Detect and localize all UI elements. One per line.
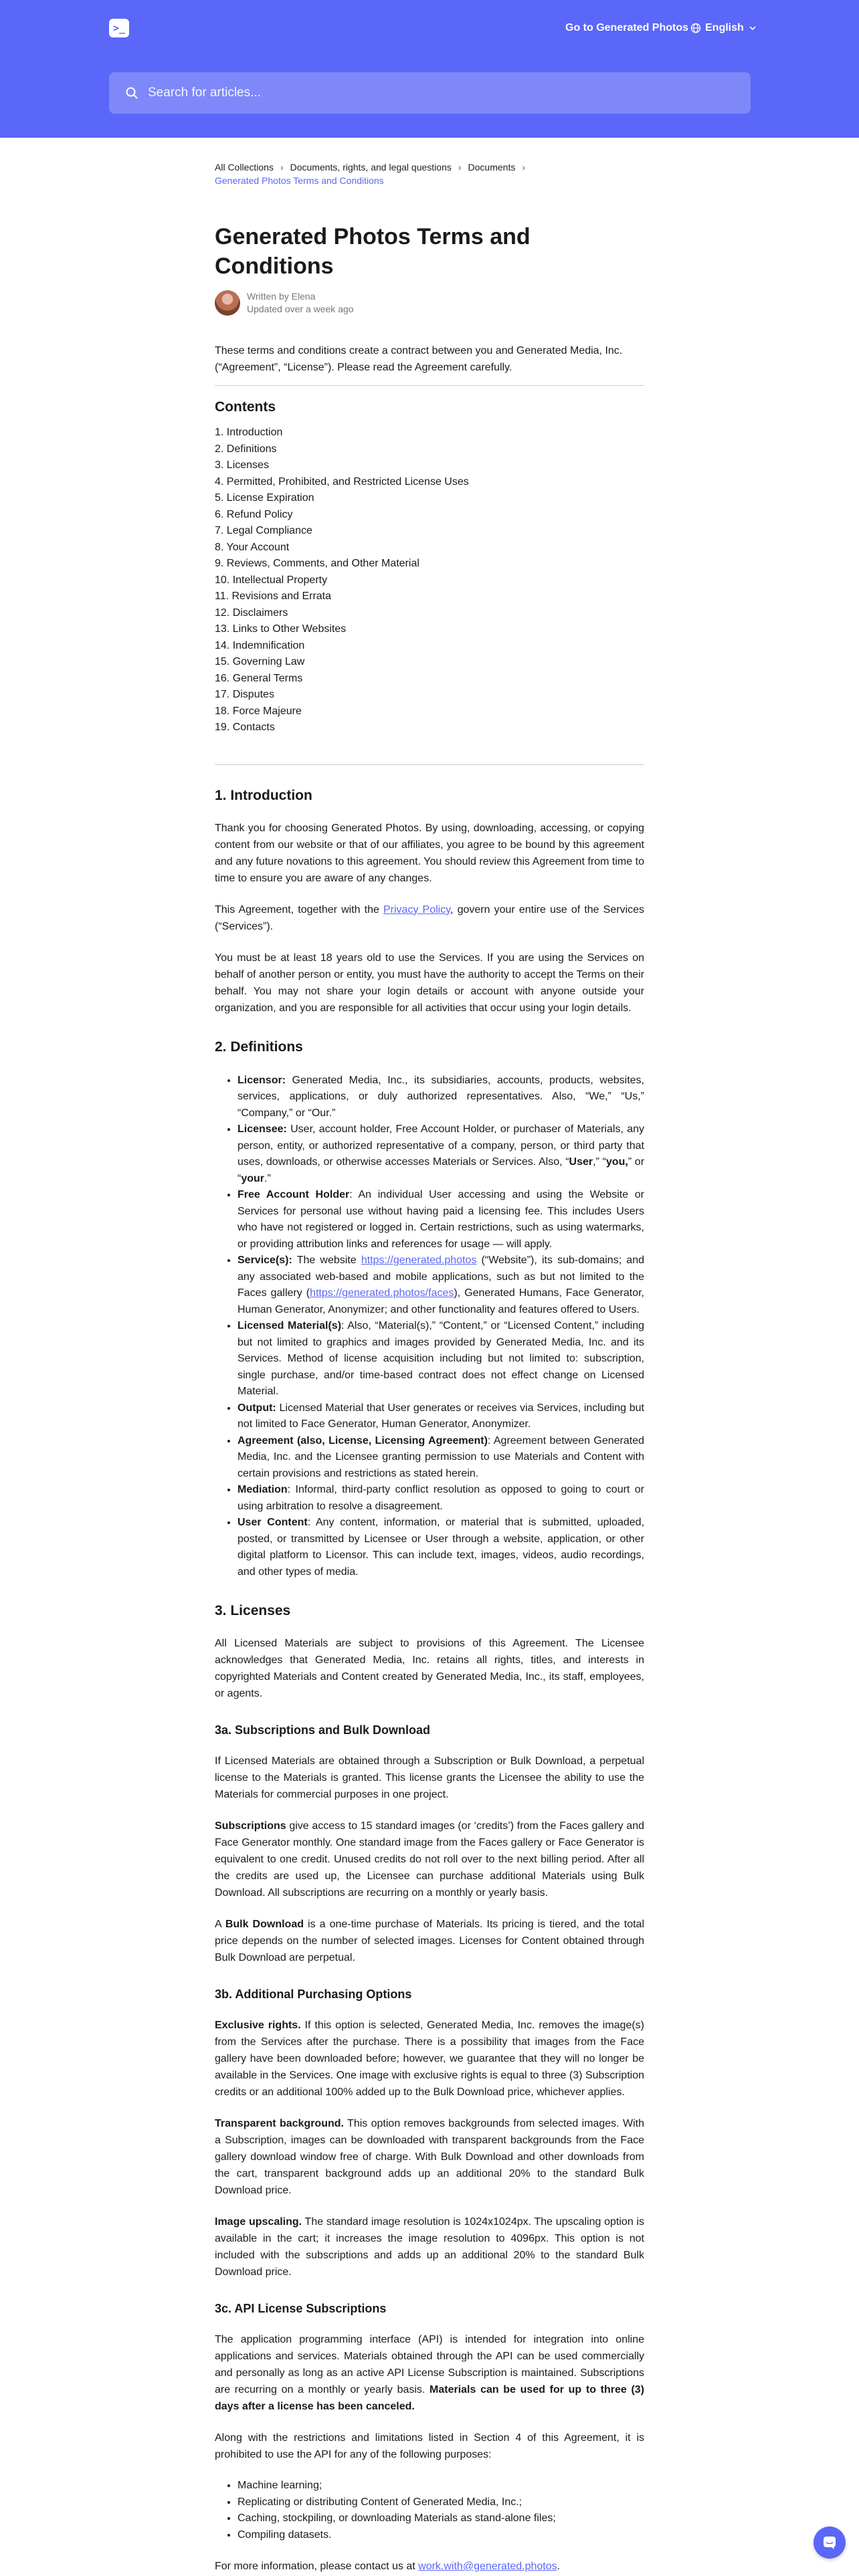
section-heading-introduction: 1. Introduction (215, 787, 312, 803)
updated-time: Updated over a week ago (247, 304, 354, 314)
list-item (237, 1121, 644, 1187)
term: Output: (237, 1402, 276, 1414)
text-span: ,” “ (593, 1156, 606, 1168)
text-span: .” (264, 1172, 271, 1184)
term: Free Account Holder (237, 1189, 350, 1200)
intro-paragraph: These terms and conditions create a contract between you and Generated Media, Inc. (“Agreement”, “License”). Please read the Agreement carefully. (215, 345, 623, 373)
contents-item: 8. Your Account (215, 541, 290, 553)
image-upscaling-paragraph (215, 2214, 644, 2280)
contents-item: 6. Refund Policy (215, 508, 293, 520)
text-span: : Also, “Material(s),” “Content,” or “Licensed Content,” including but not limited to graphics and images provided by Generated Media, Inc. and its Services. Method of license acquisition including but not limited to: subscription, single purchase, and/or time-based contract does not effect change on Licensed Material. (237, 1320, 645, 1397)
chevron-down-icon (749, 25, 756, 31)
contents-item: 5. License Expiration (215, 492, 314, 504)
contents-item: 10. Intellectual Property (215, 574, 328, 586)
go-to-site-link[interactable]: Go to Generated Photos (565, 22, 689, 33)
text-span: ), Generated Humans, Face Generator, Human Generator, Anonymizer; and other functionality and features offered to Users. (237, 1287, 645, 1315)
language-label: English (705, 22, 744, 33)
logo-glyph: >_ (112, 21, 126, 34)
contents-item: 4. Permitted, Prohibited, and Restricted License Uses (215, 475, 469, 488)
website-link[interactable]: https://generated.photos (361, 1255, 477, 1266)
breadcrumb-current: Generated Photos Terms and Conditions (215, 175, 384, 186)
contents-item: 13. Links to Other Websites (215, 623, 347, 635)
text-span: : Any content, information, or material that is submitted, uploaded, posted, or transmitted by Licensee or User through a website, application, or other digital platform to Licensor. This can include text, images, videos, audio recordings, and other types of media. (237, 1517, 645, 1578)
contents-item: 15. Governing Law (215, 656, 305, 667)
introduction-paragraph: Thank you for choosing Generated Photos. By using, downloading, accessing, or copying content from our website or that of our affiliates, you agree to be bound by this agreement and any future novations to this agreement. You should review this Agreement from time to time to ensure you are aware of any changes. (215, 822, 644, 884)
api-prohibited-list (237, 2478, 644, 2543)
term: Subscriptions (215, 1820, 286, 1832)
section-heading-definitions: 2. Definitions (215, 1039, 303, 1055)
avatar (215, 290, 240, 316)
text-span: This option removes backgrounds from selected images. With a Subscription, images can be downloaded with transparent backgrounds from the Face gallery download window free of charge. With Bulk Download and other downloads from the cart, transparent background adds up an additional 20% to the standard Bulk Download price. (215, 2118, 644, 2196)
subsection-heading-api: 3c. API License Subscriptions (215, 2302, 387, 2315)
term: Agreement (also, License, Licensing Agreement) (237, 1434, 488, 1446)
breadcrumb-item-all-collections[interactable]: All Collections (215, 162, 274, 173)
list-item (237, 1400, 644, 1433)
term: Materials can be used for up to three (3) days after a license has been canceled. (215, 2384, 644, 2412)
licenses-paragraph: All Licensed Materials are subject to provisions of this Agreement. The Licensee acknowledges that Generated Media, Inc. retains all rights, titles, and interests in copyrighted Materials and Content created by Generated Media, Inc., its staff, employees, or agents. (215, 1638, 644, 1699)
api-paragraph: Along with the restrictions and limitations listed in Section 4 of this Agreement, it is prohibited to use the API for any of the following purposes: (215, 2432, 644, 2460)
text-span: This Agreement, together with the (215, 903, 383, 916)
text-span: is a one-time purchase of Materials. Its pricing is tiered, and the total price depends on the number of selected images. Licenses for Content obtained through Bulk Download are perpetual. (215, 1919, 645, 1963)
section-heading-licenses: 3. Licenses (215, 1603, 291, 1618)
divider (215, 385, 644, 386)
transparent-background-paragraph (215, 2115, 644, 2199)
text-span: A (215, 1919, 225, 1930)
contents-item: 3. Licenses (215, 459, 269, 471)
language-selector[interactable] (690, 20, 760, 36)
term: Exclusive rights. (215, 2020, 301, 2031)
contents-item: 16. General Terms (215, 672, 303, 684)
text-span: Licensed Material that User generates or receives via Services, including but not limited to Face Generator, Human Generator, Anonymizer. (237, 1402, 644, 1430)
list-item (237, 1515, 644, 1580)
contents-item: 12. Disclaimers (215, 607, 288, 619)
list-item: • Replicating or distributing Content of Generated Media, Inc.; (237, 2494, 644, 2511)
privacy-policy-link[interactable]: Privacy Policy (383, 903, 451, 916)
term: User (569, 1156, 593, 1168)
contents-heading: Contents (215, 399, 276, 415)
search-icon (125, 86, 138, 100)
list-item: • Compiling datasets. (237, 2527, 644, 2544)
term: Mediation (237, 1484, 288, 1495)
text-span: : Agreement between Generated Media, Inc. and the Licensee granting permission to use Materials and Content with certain provisions and restrictions as stated herein. (237, 1434, 644, 1479)
term: Licensed Material(s) (237, 1320, 342, 1331)
author-block (215, 290, 644, 316)
exclusive-rights-paragraph (215, 2017, 644, 2101)
faces-gallery-link[interactable]: https://generated.photos/faces (310, 1287, 454, 1299)
text-span: : An individual User accessing and using the Website or Services for personal use without having paid a licensing fee. This includes Users who have not registered or logged in. Certain restrictions, such as using watermarks, or providing attribution links and references for usage — will apply. (237, 1189, 645, 1250)
list-item (237, 1073, 644, 1122)
introduction-paragraph (215, 901, 644, 935)
text-span: ” or “ (237, 1156, 645, 1184)
site-header (0, 0, 859, 138)
list-item: • Caching, stockpiling, or downloading Materials as stand-alone files; (237, 2510, 644, 2527)
contents-item: 14. Indemnification (215, 639, 305, 651)
text-span: : Informal, third-party conflict resolution as opposed to going to court or using arbitration to resolve a disagreement. (237, 1484, 644, 1512)
logo[interactable] (109, 19, 129, 37)
bulk-download-paragraph (215, 1916, 644, 1966)
text-span: If this option is selected, Generated Media, Inc. removes the image(s) from the Services after the purchase. There is a possibility that images from the Face gallery have been downloaded before; however, we guarantee that they will no longer be available in the Services. One image with exclusive rights is equal to three (3) Subscription credits or an additional 100% added up to the Bulk Download price, whichever applies. (215, 2020, 644, 2098)
chevron-right-icon: › (458, 162, 462, 173)
subscriptions-paragraph: If Licensed Materials are obtained through a Subscription or Bulk Download, a perpetual license to the Materials is granted. This license grants the Licensee the ability to use the Materials for commercial purposes in one project. (215, 1755, 644, 1800)
term: Transparent background. (215, 2118, 344, 2129)
term: your (241, 1172, 264, 1184)
contact-email-link[interactable]: work.with@generated.photos (418, 2561, 557, 2572)
text-span: Generated Media, Inc., its subsidiaries, accounts, products, websites, services, applications, or duly authorized representatives. Also, “We,” “Us,” “Company,” or “Our.” (237, 1074, 644, 1119)
term: Bulk Download (225, 1919, 304, 1930)
chat-launcher-button[interactable] (814, 2527, 846, 2559)
term: User Content (237, 1517, 308, 1528)
list-item (237, 1433, 644, 1483)
contents-list (215, 425, 644, 736)
contact-paragraph (215, 2558, 644, 2575)
search-bar (109, 72, 751, 114)
page-title: Generated Photos Terms and Conditions (215, 224, 531, 279)
contents-item: 11. Revisions and Errata (215, 591, 332, 602)
breadcrumb-item-documents[interactable]: Documents (468, 162, 516, 173)
breadcrumb-item-documents-rights[interactable]: Documents, rights, and legal questions (290, 162, 452, 173)
text-span: , govern your entire use of the Services (“Services”). (215, 903, 645, 932)
contents-item: 2. Definitions (215, 443, 277, 455)
contents-item: 18. Force Majeure (215, 705, 302, 717)
text-span: give access to 15 standard images (or ‘credits’) from the Faces gallery and Face Generator monthly. One standard image from the Faces gallery or Face Generator is equivalent to one credit. Unused credits do not roll over to the next billing period. After all the credits are used up, the Licensee can purchase additional Materials using Bulk Download. All subscriptions are recurring on a monthly or yearly basis. (215, 1820, 644, 1899)
term: Licensee: (237, 1123, 287, 1135)
contents-item: 9. Reviews, Comments, and Other Material (215, 558, 419, 569)
api-paragraph (215, 2331, 644, 2415)
list-item (237, 1253, 644, 1318)
chat-icon (822, 2535, 837, 2550)
introduction-paragraph: You must be at least 18 years old to use the Services. If you are using the Services on behalf of another person or entity, you must have the authority to accept the Terms on their behalf. You may not share your login details or account with anyone outside your organization, and you are responsible for all activities that occur using your login details. (215, 952, 644, 1014)
subscriptions-paragraph (215, 1818, 644, 1901)
author-name: Written by Elena (247, 291, 316, 302)
definitions-list (237, 1073, 644, 1581)
article-container (215, 160, 644, 2575)
term: Service(s): (237, 1255, 292, 1266)
contents-item: 1. Introduction (215, 427, 283, 438)
text-span: The application programming interface (API) is intended for integration into online applications and services. Materials obtained through the API can be used commercially and personally as long as an active API License Subscription is maintained. Subscriptions are recurring on a monthly or yearly basis. (215, 2334, 644, 2395)
contents-item: 7. Legal Compliance (215, 525, 312, 536)
subsection-heading-subscriptions: 3a. Subscriptions and Bulk Download (215, 1723, 431, 1737)
contents-item: 17. Disputes (215, 689, 274, 700)
text-span: (“Website”), its sub-domains; and any associated web-based and mobile applications, such as but not limited to the Faces gallery ( (237, 1255, 644, 1299)
list-item (237, 1482, 644, 1515)
term: you, (605, 1156, 628, 1168)
divider (215, 764, 644, 765)
breadcrumb (215, 160, 644, 174)
term: Licensor: (237, 1074, 286, 1086)
contents-item: 19. Contacts (215, 722, 275, 733)
list-item (237, 1187, 644, 1253)
text-span: The standard image resolution is 1024x1024px. The upscaling option is available in the cart; it increases the image resolution to 4096px. This option is not included with the subscriptions and adds up an additional 20% to the standard Bulk Download price. (215, 2216, 645, 2278)
text-span: User, account holder, Free Account Holder, or purchaser of Materials, any person, entity, or authorized representative of a company, person, or third party that uses, downloads, or otherwise accesses Materials or Services. Also, “ (237, 1123, 644, 1168)
text-span: For more information, please contact us at (215, 2561, 419, 2572)
search-input[interactable] (148, 86, 737, 100)
chevron-right-icon: › (280, 162, 284, 173)
chevron-right-icon: › (522, 162, 526, 173)
list-item (237, 1318, 644, 1400)
subsection-heading-additional-options: 3b. Additional Purchasing Options (215, 1988, 412, 2001)
globe-icon (690, 23, 701, 33)
list-item: • Machine learning; (237, 2478, 644, 2494)
term: Image upscaling. (215, 2216, 302, 2228)
text-span: . (557, 2561, 561, 2572)
text-span: The website (292, 1255, 361, 1266)
